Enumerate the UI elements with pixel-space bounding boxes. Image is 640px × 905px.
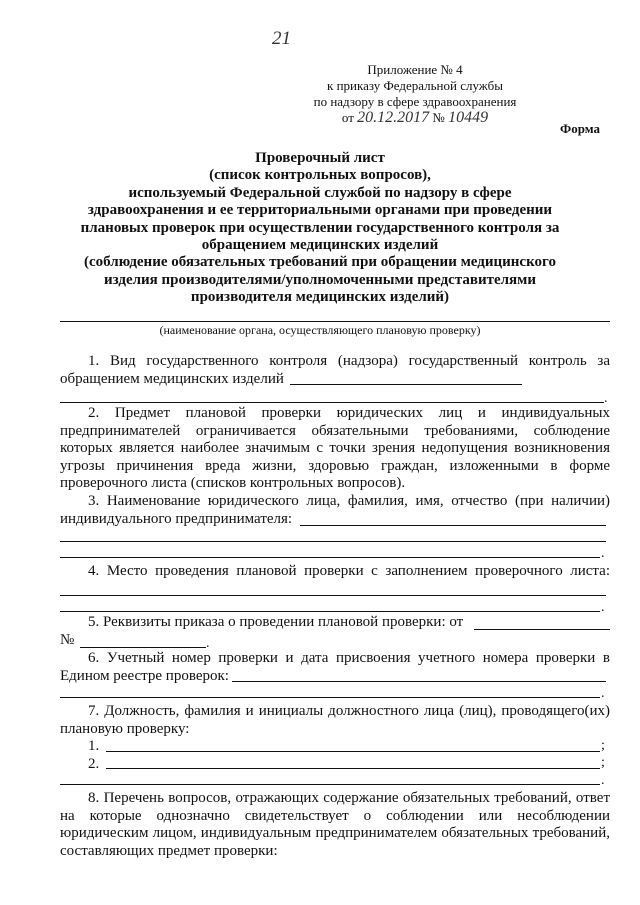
inspector-extra-field[interactable] (60, 784, 600, 785)
item-3-line: индивидуального предпринимателя: (60, 510, 293, 527)
page-number-handwritten: 21 (272, 28, 291, 49)
field-semicolon: ; (601, 738, 605, 753)
item-8-line: 8. Перечень вопросов, отражающих содержание обязательных требований, ответ (88, 790, 610, 806)
item-2-line: проверочного листа (списков контрольных вопросов). (60, 475, 406, 492)
field-period: . (601, 546, 605, 561)
item-5-number-label: № (60, 631, 75, 648)
item-8 (60, 790, 610, 860)
item-6-line: Едином реестре проверок: (60, 667, 229, 684)
inspector-1-label: 1. (88, 738, 100, 755)
item-2-line: которых является наиболее значимым с точки зрения недопущения возникновения (60, 440, 610, 457)
item-4 (60, 563, 610, 581)
item-5-line: 5. Реквизиты приказа о проведении плановой проверки: от (88, 614, 464, 630)
order-date-field[interactable] (474, 629, 610, 630)
organ-name-caption: (наименование органа, осуществляющего плановую проверку) (159, 323, 481, 337)
appendix-number-label: № (432, 110, 445, 125)
field-period: . (206, 636, 210, 651)
item-3 (60, 493, 610, 528)
appendix-line-3: по надзору в сфере здравоохранения (313, 94, 517, 109)
document-title (60, 150, 580, 307)
appendix-line-1: Приложение № 4 (367, 62, 463, 77)
item-8-line: составляющих предмет проверки: (60, 842, 278, 859)
order-number-handwritten: 10449 (448, 109, 489, 126)
inspection-place-field[interactable] (60, 595, 606, 596)
item-7-line: 7. Должность, фамилия и инициалы должностного лица (лиц), проводящего(их) (88, 703, 610, 719)
entity-name-field[interactable] (300, 525, 606, 526)
control-type-field[interactable] (290, 384, 522, 385)
item-8-line: юридическим лицом, индивидуальным предпринимателем обязательных требований, (60, 825, 610, 842)
title-line: здравоохранения и ее территориальными органами при проведении (87, 202, 553, 219)
item-1-line: 1. Вид государственного контроля (надзора) государственный контроль за (88, 353, 610, 369)
item-1 (60, 353, 610, 388)
field-period: . (601, 600, 605, 615)
title-line: (соблюдение обязательных требований при обращении медицинского (84, 254, 556, 271)
registry-number-field-2[interactable] (60, 697, 600, 698)
inspector-1-field[interactable] (106, 751, 600, 752)
item-4-line: 4. Место проведения плановой проверки с заполнением проверочного листа: (88, 563, 610, 579)
appendix-block (300, 62, 530, 126)
title-line: плановых проверок при осуществлении государственного контроля за (80, 219, 560, 236)
appendix-from-label: от (341, 110, 354, 125)
title-line: изделия производителями/уполномоченными представителями (103, 271, 537, 288)
organ-name-field[interactable] (60, 321, 610, 322)
title-line: Проверочный лист (255, 150, 385, 166)
form-label: Форма (560, 121, 600, 136)
title-line: обращением медицинских изделий (201, 237, 439, 254)
item-5 (60, 614, 610, 649)
inspector-2-field[interactable] (106, 768, 600, 769)
field-period: . (604, 391, 608, 406)
field-period: . (601, 686, 605, 701)
item-1-line: обращением медицинских изделий (60, 370, 284, 387)
title-line: (список контрольных вопросов), (209, 167, 431, 184)
registry-number-field[interactable] (232, 681, 606, 682)
item-3-line: 3. Наименование юридического лица, фамилия, имя, отчество (при наличии) (88, 493, 610, 509)
item-6 (60, 650, 610, 685)
title-line: используемый Федеральной службой по надзору в сфере (128, 184, 512, 201)
item-2-line: 2. Предмет плановой проверки юридических лиц и индивидуальных (88, 405, 610, 421)
control-type-field-2[interactable] (60, 402, 604, 403)
appendix-order-line (300, 110, 530, 126)
field-period: . (601, 773, 605, 788)
item-2-line: угрозы причинения вреда жизни, здоровью граждан, изложенными в форме (60, 457, 610, 474)
item-7-line: плановую проверку: (60, 720, 190, 737)
order-number-field[interactable] (80, 647, 206, 648)
item-6-line: 6. Учетный номер проверки и дата присвоения учетного номера проверки в (88, 650, 610, 666)
inspection-place-field-2[interactable] (60, 611, 600, 612)
entity-name-field-3[interactable] (60, 557, 600, 558)
item-2-line: предпринимателей ограничивается обязательными требованиями, соблюдение (60, 422, 610, 439)
item-2 (60, 405, 610, 493)
item-8-line: на которые однозначно свидетельствует о соблюдении или несоблюдении (60, 807, 610, 824)
item-7 (60, 703, 610, 773)
appendix-line-2: к приказу Федеральной службы (327, 78, 503, 93)
field-semicolon: ; (601, 755, 605, 770)
title-line: производителя медицинских изделий) (190, 289, 450, 306)
inspector-2-label: 2. (88, 755, 100, 772)
entity-name-field-2[interactable] (60, 541, 606, 542)
order-date-handwritten: 20.12.2017 (357, 109, 430, 126)
